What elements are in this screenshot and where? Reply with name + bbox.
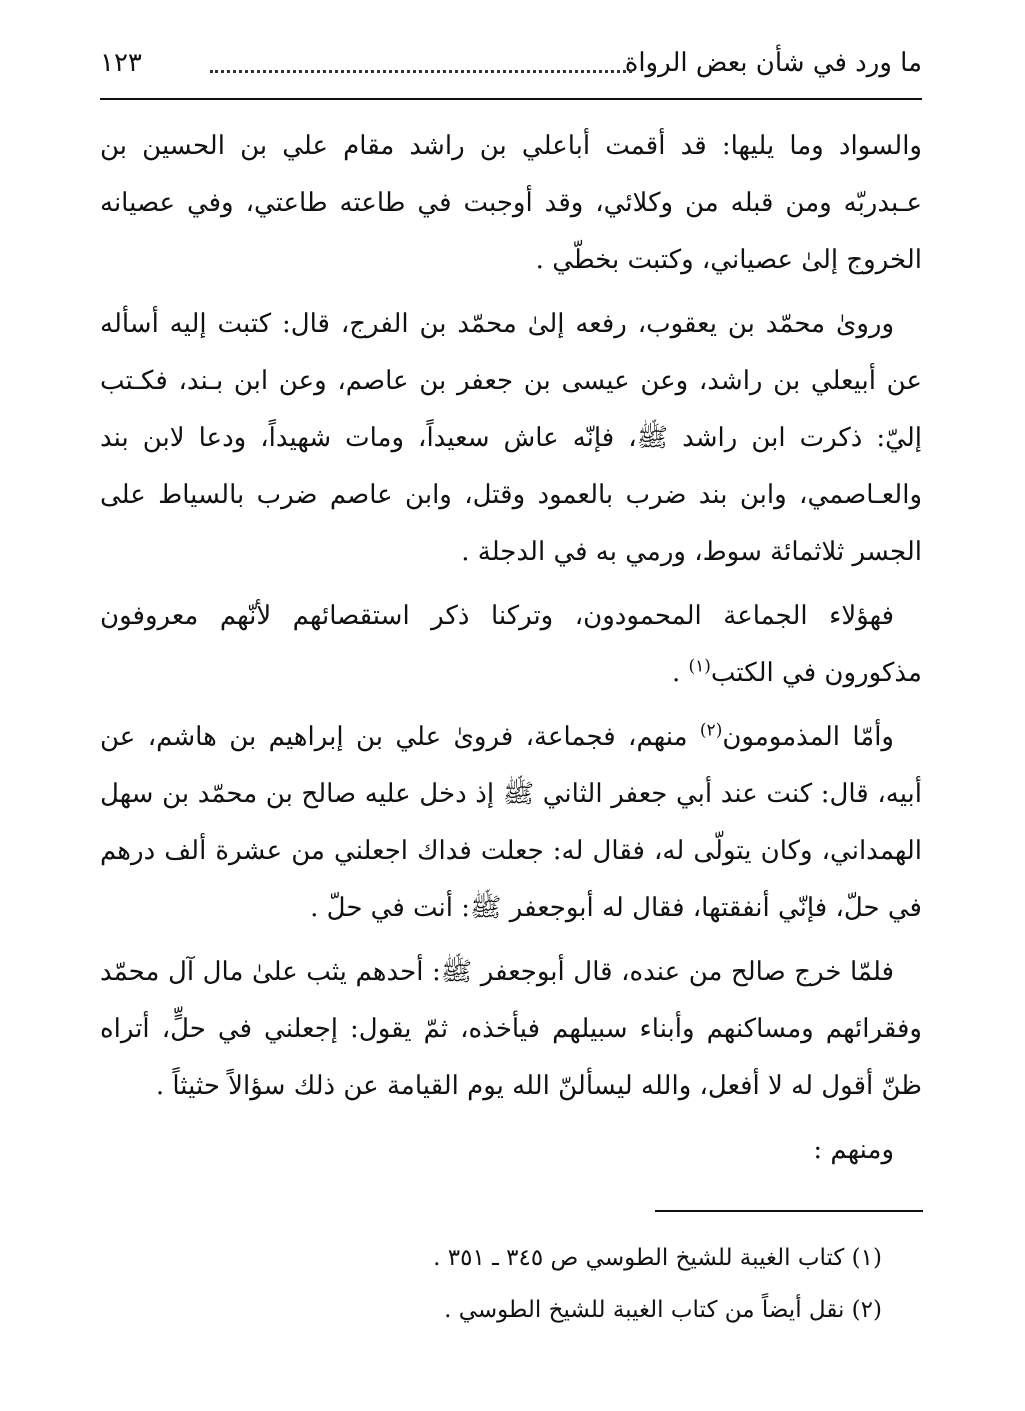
leader-dots bbox=[210, 70, 632, 73]
paragraph bbox=[100, 709, 922, 937]
running-title: ما ورد في شأن بعض الرواة bbox=[624, 48, 922, 78]
paragraph: ومنهم : bbox=[813, 1135, 894, 1165]
running-header bbox=[100, 40, 922, 100]
paragraph: فلمّا خرج صالح من عنده، قال أبوجعفر ﷺ: أحدهم يثب علىٰ مال آل محمّد وفقرائهم ومساكنهم وأبناء سبيلهم فيأخذه، ثمّ يقول: إجعلني في حلٍّ، أتراه ظنّ أقول له لا أفعل، والله ليسألنّ الله يوم القيامة عن ذلك سؤالاً حثيثاً . bbox=[100, 957, 922, 1101]
paragraph-text: وأمّا المذمومون bbox=[722, 722, 894, 752]
footnote: (٢) نقل أيضاً من كتاب الغيبة للشيخ الطوسي . bbox=[444, 1297, 882, 1323]
footnote-reference: (١) bbox=[688, 656, 711, 677]
footnote-reference: (٢) bbox=[699, 720, 723, 741]
paragraph: والسواد وما يليها: قد أقمت أباعلي بن راشد مقام علي بن الحسين بن عـبدربّه ومن قبله من وكلائي، وقد أوجبت في طاعته طاعتي، وفي عصيانه الخروج إلىٰ عصياني، وكتبت بخطّي . bbox=[100, 131, 922, 275]
paragraph-text: فهؤلاء الجماعة المحمودون، وتركنا ذكر استقصائهم لأنّهم معروفون مذكورون في الكتب bbox=[100, 601, 922, 688]
main-text bbox=[100, 118, 922, 1186]
footnote: (١) كتاب الغيبة للشيخ الطوسي ص ٣٤٥ ـ ٣٥١ . bbox=[433, 1245, 882, 1271]
footnote-divider bbox=[655, 1210, 923, 1212]
footnotes bbox=[100, 1232, 882, 1336]
page-number: ١٢٣ bbox=[100, 48, 142, 78]
paragraph bbox=[100, 588, 922, 702]
paragraph-text: . bbox=[671, 658, 689, 688]
paragraph: ورویٰ محمّد بن يعقوب، رفعه إلىٰ محمّد بن الفرج، قال: كتبت إليه أسأله عن أبيعلي بن راشد، وعن عيسى بن جعفر بن عاصم، وعن ابن بـند، فكـتب إليّ: ذكرت ابن راشد ﷺ، فإنّه عاش سعيداً، ومات شهيداً، ودعا لابن بند والعـاصمي، وابن بند ضرب بالعمود وقتل، وابن عاصم ضرب بالسياط على الجسر ثلاثمائة سوط، ورمي به في الدجلة . bbox=[100, 309, 923, 567]
paragraph-text: منهم، فجماعة، فرویٰ علي بن إبراهيم بن هاشم، عن أبيه، قال: كنت عند أبي جعفر الثاني ﷺ إذ دخل عليه صالح بن محمّد بن سهل الهمداني، وكان يتولّى له، فقال له: جعلت فداك اجعلني من عشرة ألف درهم في حلّ، فإنّي أنفقتها، فقال له أبوجعفر ﷺ: أنت في حلّ . bbox=[100, 722, 922, 923]
